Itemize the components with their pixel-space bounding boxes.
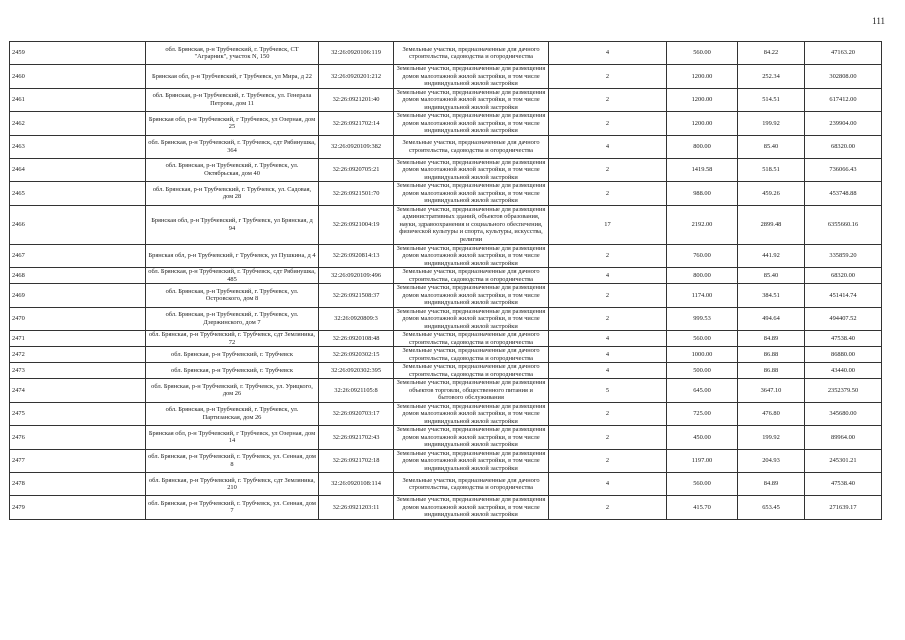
- table-row: [10, 496, 882, 520]
- land-use-cell: Земельные участки, предназначенные для размещения домов малоэтажной жилой застройки, в том числе индивидуальной жилой застройки: [394, 284, 549, 308]
- category-code-cell: 4: [549, 363, 667, 379]
- record-number: 2464: [10, 158, 146, 182]
- category-code-cell: 2: [549, 158, 667, 182]
- category-code-cell: 2: [549, 65, 667, 89]
- address-cell: обл. Брянская, р-н Трубчевский, г. Трубчевск, ул. Сенная, дом 8: [146, 449, 319, 473]
- table-row: [10, 379, 882, 403]
- area-cell: 1200.00: [667, 65, 738, 89]
- cadastral-value-cell: 335859.20: [805, 244, 882, 268]
- cadastral-value-cell: 2352379.50: [805, 379, 882, 403]
- land-use-cell: Земельные участки, предназначенные для дачного строительства, садоводства и огородничества: [394, 331, 549, 347]
- specific-value-cell: 84.89: [738, 331, 805, 347]
- category-code-cell: 4: [549, 135, 667, 158]
- record-number: 2459: [10, 42, 146, 65]
- record-number: 2467: [10, 244, 146, 268]
- land-use-cell: Земельные участки, предназначенные для размещения административных зданий, объектов образования, науки, здравоохранения и социального обеспечения, физической культуры и спорта, культуры, искусства, религии: [394, 205, 549, 244]
- record-number: 2466: [10, 205, 146, 244]
- land-use-cell: Земельные участки, предназначенные для дачного строительства, садоводства и огородничества: [394, 363, 549, 379]
- address-cell: обл. Брянская, р-н Трубчевский, г. Трубчевск: [146, 347, 319, 363]
- record-number: 2469: [10, 284, 146, 308]
- cadastral-number-cell: 32:26:0920109:382: [319, 135, 394, 158]
- address-cell: обл. Брянская, р-н Трубчевский, г. Трубчевск, ул. Садовая, дом 28: [146, 182, 319, 206]
- record-number: 2461: [10, 88, 146, 112]
- cadastral-value-cell: 89964.00: [805, 426, 882, 450]
- cadastral-value-cell: 239904.00: [805, 112, 882, 136]
- land-use-cell: Земельные участки, предназначенные для размещения домов малоэтажной жилой застройки, в том числе индивидуальной жилой застройки: [394, 112, 549, 136]
- record-number: 2477: [10, 449, 146, 473]
- cadastral-number-cell: 32:26:0921501:70: [319, 182, 394, 206]
- table-row: [10, 244, 882, 268]
- specific-value-cell: 2899.48: [738, 205, 805, 244]
- address-cell: Брянская обл, р-н Трубчевский, г Трубчевск, ул Брянская, д 94: [146, 205, 319, 244]
- land-use-cell: Земельные участки, предназначенные для размещения домов малоэтажной жилой застройки, в том числе индивидуальной жилой застройки: [394, 449, 549, 473]
- land-use-cell: Земельные участки, предназначенные для размещения домов малоэтажной жилой застройки, в том числе индивидуальной жилой застройки: [394, 158, 549, 182]
- table-row: [10, 449, 882, 473]
- specific-value-cell: 441.92: [738, 244, 805, 268]
- land-use-cell: Земельные участки, предназначенные для дачного строительства, садоводства и огородничества: [394, 473, 549, 496]
- cadastral-value-cell: 68320.00: [805, 135, 882, 158]
- table-row: [10, 363, 882, 379]
- category-code-cell: 4: [549, 347, 667, 363]
- specific-value-cell: 3647.10: [738, 379, 805, 403]
- category-code-cell: 2: [549, 449, 667, 473]
- table-row: [10, 65, 882, 89]
- land-registry-table: [9, 41, 882, 520]
- cadastral-number-cell: 32:26:0921702:18: [319, 449, 394, 473]
- area-cell: 1200.00: [667, 88, 738, 112]
- record-number: 2471: [10, 331, 146, 347]
- land-use-cell: Земельные участки, предназначенные для размещения домов малоэтажной жилой застройки, в том числе индивидуальной жилой застройки: [394, 88, 549, 112]
- area-cell: 645.00: [667, 379, 738, 403]
- category-code-cell: 2: [549, 496, 667, 520]
- area-cell: 1200.00: [667, 112, 738, 136]
- cadastral-number-cell: 32:26:0921105:8: [319, 379, 394, 403]
- cadastral-number-cell: 32:26:0920814:13: [319, 244, 394, 268]
- area-cell: 2192.00: [667, 205, 738, 244]
- cadastral-value-cell: 617412.00: [805, 88, 882, 112]
- table-row: [10, 182, 882, 206]
- land-use-cell: Земельные участки, предназначенные для дачного строительства, садоводства и огородничества: [394, 135, 549, 158]
- cadastral-value-cell: 43440.00: [805, 363, 882, 379]
- cadastral-value-cell: 47163.20: [805, 42, 882, 65]
- address-cell: обл. Брянская, р-н Трубчевский, г. Трубчевск, сдт Земляника, 210: [146, 473, 319, 496]
- category-code-cell: 2: [549, 112, 667, 136]
- specific-value-cell: 84.89: [738, 473, 805, 496]
- category-code-cell: 5: [549, 379, 667, 403]
- category-code-cell: 4: [549, 473, 667, 496]
- area-cell: 999.53: [667, 307, 738, 331]
- land-use-cell: Земельные участки, предназначенные для размещения домов малоэтажной жилой застройки, в том числе индивидуальной жилой застройки: [394, 182, 549, 206]
- address-cell: обл. Брянская, р-н Трубчевский, г. Трубчевск, сдт Земляника, 72: [146, 331, 319, 347]
- cadastral-value-cell: 494407.52: [805, 307, 882, 331]
- cadastral-number-cell: 32:26:0920109:496: [319, 268, 394, 284]
- category-code-cell: 2: [549, 88, 667, 112]
- record-number: 2463: [10, 135, 146, 158]
- record-number: 2468: [10, 268, 146, 284]
- address-cell: Брянская обл, р-н Трубчевский, г Трубчевск, ул Пушкина, д 4: [146, 244, 319, 268]
- cadastral-value-cell: 302808.00: [805, 65, 882, 89]
- specific-value-cell: 514.51: [738, 88, 805, 112]
- address-cell: обл. Брянская, р-н Трубчевский, г. Трубчевск, СТ "Аграрник", участок N, 150: [146, 42, 319, 65]
- table-row: [10, 135, 882, 158]
- address-cell: Брянская обл, р-н Трубчевский, г Трубчевск, ул Озерная, дом 25: [146, 112, 319, 136]
- cadastral-number-cell: 32:26:0920302:395: [319, 363, 394, 379]
- table-row: [10, 426, 882, 450]
- address-cell: обл. Брянская, р-н Трубчевский, г. Трубчевск, ул. Сенная, дом 7: [146, 496, 319, 520]
- table-row: [10, 473, 882, 496]
- cadastral-number-cell: 32:26:0920809:3: [319, 307, 394, 331]
- cadastral-number-cell: 32:26:0920201:212: [319, 65, 394, 89]
- record-number: 2475: [10, 402, 146, 426]
- address-cell: обл. Брянская, р-н Трубчевский, г. Трубчевск, ул. Дзержинского, дом 7: [146, 307, 319, 331]
- cadastral-value-cell: 451414.74: [805, 284, 882, 308]
- table-row: [10, 112, 882, 136]
- specific-value-cell: 518.51: [738, 158, 805, 182]
- specific-value-cell: 199.92: [738, 112, 805, 136]
- area-cell: 415.70: [667, 496, 738, 520]
- area-cell: 1419.58: [667, 158, 738, 182]
- specific-value-cell: 84.22: [738, 42, 805, 65]
- specific-value-cell: 85.40: [738, 135, 805, 158]
- specific-value-cell: 494.64: [738, 307, 805, 331]
- cadastral-number-cell: 32:26:0920703:17: [319, 402, 394, 426]
- table-row: [10, 88, 882, 112]
- record-number: 2479: [10, 496, 146, 520]
- area-cell: 760.00: [667, 244, 738, 268]
- category-code-cell: 4: [549, 331, 667, 347]
- address-cell: обл. Брянская, р-н Трубчевский, г. Трубчевск, ул. Островского, дом 8: [146, 284, 319, 308]
- area-cell: 725.00: [667, 402, 738, 426]
- table-row: [10, 205, 882, 244]
- cadastral-value-cell: 736066.43: [805, 158, 882, 182]
- record-number: 2465: [10, 182, 146, 206]
- specific-value-cell: 653.45: [738, 496, 805, 520]
- area-cell: 560.00: [667, 42, 738, 65]
- specific-value-cell: 459.26: [738, 182, 805, 206]
- category-code-cell: 2: [549, 307, 667, 331]
- area-cell: 450.00: [667, 426, 738, 450]
- cadastral-value-cell: 47538.40: [805, 331, 882, 347]
- area-cell: 560.00: [667, 331, 738, 347]
- land-use-cell: Земельные участки, предназначенные для дачного строительства, садоводства и огородничества: [394, 42, 549, 65]
- cadastral-number-cell: 32:26:0921702:14: [319, 112, 394, 136]
- specific-value-cell: 204.93: [738, 449, 805, 473]
- address-cell: обл. Брянская, р-н Трубчевский, г. Трубчевск, сдт Рябинушка, 364: [146, 135, 319, 158]
- category-code-cell: 4: [549, 268, 667, 284]
- cadastral-value-cell: 453748.88: [805, 182, 882, 206]
- cadastral-value-cell: 245301.21: [805, 449, 882, 473]
- category-code-cell: 2: [549, 182, 667, 206]
- cadastral-number-cell: 32:26:0920302:15: [319, 347, 394, 363]
- table-row: [10, 158, 882, 182]
- area-cell: 800.00: [667, 135, 738, 158]
- land-use-cell: Земельные участки, предназначенные для размещения домов малоэтажной жилой застройки, в том числе индивидуальной жилой застройки: [394, 65, 549, 89]
- specific-value-cell: 86.88: [738, 347, 805, 363]
- area-cell: 500.00: [667, 363, 738, 379]
- cadastral-number-cell: 32:26:0920705:21: [319, 158, 394, 182]
- record-number: 2462: [10, 112, 146, 136]
- record-number: 2470: [10, 307, 146, 331]
- address-cell: обл. Брянская, р-н Трубчевский, г. Трубчевск, ул. Урицкого, дом 26: [146, 379, 319, 403]
- page-number: 111: [872, 16, 885, 26]
- cadastral-number-cell: 32:26:0921702:43: [319, 426, 394, 450]
- cadastral-value-cell: 47538.40: [805, 473, 882, 496]
- cadastral-number-cell: 32:26:0920108:48: [319, 331, 394, 347]
- address-cell: обл. Брянская, р-н Трубчевский, г. Трубчевск, ул. Партизанская, дом 26: [146, 402, 319, 426]
- record-number: 2472: [10, 347, 146, 363]
- table-row: [10, 42, 882, 65]
- category-code-cell: 2: [549, 426, 667, 450]
- cadastral-value-cell: 68320.00: [805, 268, 882, 284]
- category-code-cell: 2: [549, 284, 667, 308]
- cadastral-number-cell: 32:26:0921508:37: [319, 284, 394, 308]
- table-row: [10, 331, 882, 347]
- specific-value-cell: 476.80: [738, 402, 805, 426]
- record-number: 2460: [10, 65, 146, 89]
- land-use-cell: Земельные участки, предназначенные для размещения домов малоэтажной жилой застройки, в том числе индивидуальной жилой застройки: [394, 496, 549, 520]
- land-use-cell: Земельные участки, предназначенные для дачного строительства, садоводства и огородничества: [394, 347, 549, 363]
- specific-value-cell: 86.88: [738, 363, 805, 379]
- table-row: [10, 307, 882, 331]
- category-code-cell: 4: [549, 42, 667, 65]
- land-use-cell: Земельные участки, предназначенные для размещения домов малоэтажной жилой застройки, в том числе индивидуальной жилой застройки: [394, 426, 549, 450]
- address-cell: обл. Брянская, р-н Трубчевский, г. Трубчевск: [146, 363, 319, 379]
- cadastral-number-cell: 32:26:0921004:19: [319, 205, 394, 244]
- area-cell: 560.00: [667, 473, 738, 496]
- address-cell: обл. Брянская, р-н Трубчевский, г. Трубчевск, сдт Рябинушка, 485: [146, 268, 319, 284]
- table-row: [10, 402, 882, 426]
- record-number: 2473: [10, 363, 146, 379]
- land-use-cell: Земельные участки, предназначенные для размещения домов малоэтажной жилой застройки, в том числе индивидуальной жилой застройки: [394, 402, 549, 426]
- specific-value-cell: 384.51: [738, 284, 805, 308]
- specific-value-cell: 199.92: [738, 426, 805, 450]
- table-row: [10, 347, 882, 363]
- specific-value-cell: 85.40: [738, 268, 805, 284]
- area-cell: 1174.00: [667, 284, 738, 308]
- cadastral-value-cell: 345680.00: [805, 402, 882, 426]
- record-number: 2478: [10, 473, 146, 496]
- cadastral-number-cell: 32:26:0921203:11: [319, 496, 394, 520]
- land-use-cell: Земельные участки, предназначенные для дачного строительства, садоводства и огородничества: [394, 268, 549, 284]
- land-use-cell: Земельные участки, предназначенные для размещения объектов торговли, общественного питания и бытового обслуживания: [394, 379, 549, 403]
- category-code-cell: 2: [549, 244, 667, 268]
- record-number: 2476: [10, 426, 146, 450]
- land-use-cell: Земельные участки, предназначенные для размещения домов малоэтажной жилой застройки, в том числе индивидуальной жилой застройки: [394, 307, 549, 331]
- address-cell: Брянская обл, р-н Трубчевский, г Трубчевск, ул Озерная, дом 14: [146, 426, 319, 450]
- address-cell: обл. Брянская, р-н Трубчевский, г. Трубчевск, ул. Генерала Петрова, дом 11: [146, 88, 319, 112]
- record-number: 2474: [10, 379, 146, 403]
- area-cell: 988.00: [667, 182, 738, 206]
- cadastral-number-cell: 32:26:0921201:40: [319, 88, 394, 112]
- area-cell: 1000.00: [667, 347, 738, 363]
- table-row: [10, 268, 882, 284]
- cadastral-value-cell: 6355660.16: [805, 205, 882, 244]
- category-code-cell: 17: [549, 205, 667, 244]
- cadastral-number-cell: 32:26:0920106:119: [319, 42, 394, 65]
- specific-value-cell: 252.34: [738, 65, 805, 89]
- cadastral-number-cell: 32:26:0920108:114: [319, 473, 394, 496]
- category-code-cell: 2: [549, 402, 667, 426]
- area-cell: 1197.00: [667, 449, 738, 473]
- address-cell: обл. Брянская, р-н Трубчевский, г. Трубчевск, ул. Октябрьская, дом 40: [146, 158, 319, 182]
- area-cell: 800.00: [667, 268, 738, 284]
- cadastral-value-cell: 86880.00: [805, 347, 882, 363]
- land-use-cell: Земельные участки, предназначенные для размещения домов малоэтажной жилой застройки, в том числе индивидуальной жилой застройки: [394, 244, 549, 268]
- table-row: [10, 284, 882, 308]
- cadastral-value-cell: 271639.17: [805, 496, 882, 520]
- address-cell: Брянская обл, р-н Трубчевский, г Трубчевск, ул Мира, д 22: [146, 65, 319, 89]
